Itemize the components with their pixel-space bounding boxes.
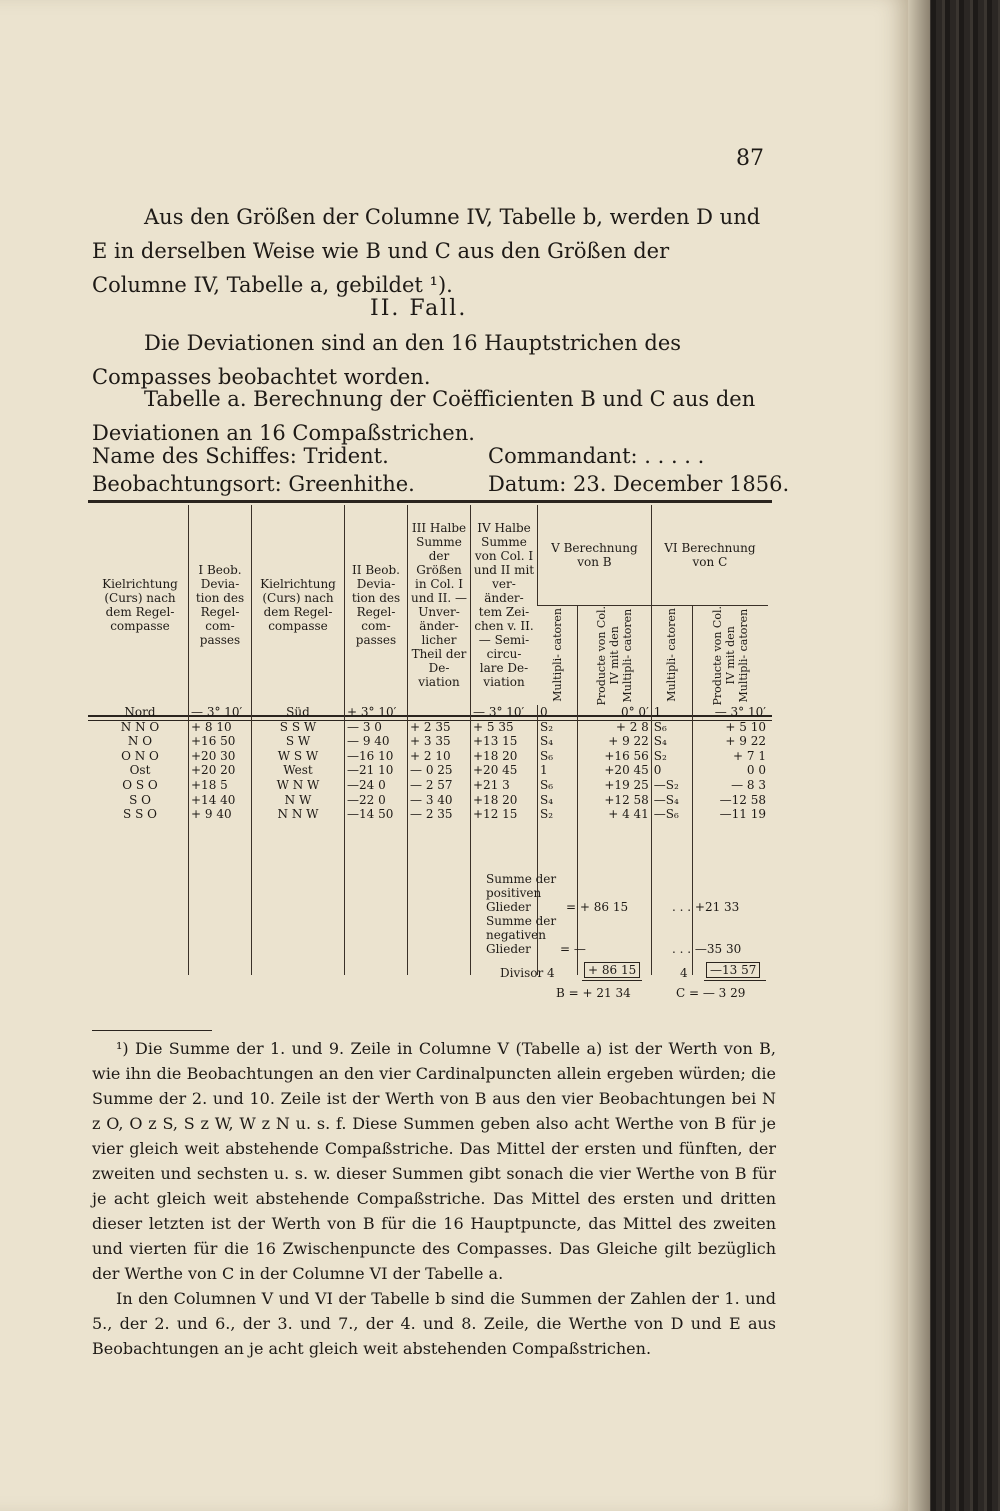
- sum-negative-label: Summe der negativen Glieder: [486, 914, 557, 956]
- sum-negative-b: = —: [560, 942, 586, 956]
- multipliers-b: 0 S₂ S₄ S₆ 1 S₆ S₄ S₂: [538, 705, 578, 975]
- multipliers-c: 1 S₆ S₄ S₂ 0 —S₂ —S₄ —S₆: [651, 705, 692, 975]
- result-b-rule: [582, 980, 642, 981]
- footnote-text: ¹) Die Summe der 1. und 9. Zeile in Columne V (Tabelle a) ist der Werth von B, wie ihn die Beobachtungen an den vier Cardinalpuncten allein ergeben würden; die Summe der 2. und 10. Zeile ist der Werth von B aus den vier Beobachtungen bei N z O, O z S, S z W, W z N u. s. f. Diese Summen geben also acht Werthe von B für je vier gleich weit abstehende Compaßstriche. Das Mittel der ersten und fünften, der zweiten und sechsten u. s. w. dieser Summen gibt sonach die vier Werthe von B für je acht gleich weit abstehende Compaßstriche. Das Mittel des ersten und dritten dieser letzten ist der Werth von B für die 16 Hauptpuncte, das Mittel des zweiten und vierten für die 16 Zwischenpuncte des Compasses. Das Gleiche gilt bezüglich der Werthe von C in der Columne VI der Tabelle a.: [92, 1039, 776, 1283]
- sum-positive-b: = + 86 15: [566, 900, 629, 914]
- page-number: 87: [736, 146, 764, 171]
- ship-name: Name des Schiffes: Trident.: [92, 444, 389, 468]
- commander: Commandant: . . . . .: [488, 444, 705, 468]
- deviation-col-1: — 3° 10′ + 8 10 +16 50 +20 30 +20 20 +18 5 +14 40 + 9 40: [189, 705, 252, 975]
- subheader-mult-c: Multipli- catoren: [651, 605, 692, 705]
- page-edge-strip: [908, 0, 930, 1511]
- courses-1: Nord N N O N O O N O Ost O S O S O S S O: [120, 705, 160, 822]
- products-b: 0° 0′ + 2 8 + 9 22 +16 56 +20 45 +19 25 +12 58 + 4 41: [577, 705, 651, 975]
- subheader-prod-c: Producte von Col. IV mit den Multipli- catoren: [693, 605, 768, 705]
- table-top-rule: [88, 500, 772, 503]
- deviation-table: [92, 505, 768, 975]
- products-c: — 3° 10′ + 5 10 + 9 22 + 7 1 0 0 — 8 3 —12 58 —11 19: [693, 705, 768, 975]
- deviation-col-4: — 3° 10′ + 5 35 +13 15 +18 20 +20 45 +21 3 +18 20 +12 15: [471, 705, 538, 975]
- result-b: B = + 21 34: [556, 986, 631, 1000]
- table-header-row: [92, 505, 768, 605]
- divisor-c: —13 57: [706, 962, 760, 978]
- footnote-rule: [92, 1030, 212, 1031]
- deviation-col-2: + 3° 10′ — 3 0 — 9 40 —16 10 —21 10 —24 0 —22 0 —14 50: [345, 705, 408, 975]
- header-col-5: V Berechnung von B: [538, 505, 652, 605]
- result-c: C = — 3 29: [676, 986, 746, 1000]
- header-col-4: IV Halbe Summe von Col. I und II mit ver- änder- tem Zei- chen v. II. — Semi- circu- lare De- viation: [471, 505, 538, 705]
- header-col-6: VI Berechnung von C: [651, 505, 768, 605]
- divisor-c-number: 4: [680, 966, 688, 980]
- header-course-2: Kielrichtung (Curs) nach dem Regel- compasse: [252, 505, 345, 705]
- sum-positive-label: Summe der positiven Glieder: [486, 872, 557, 914]
- paragraph-table-a: Tabelle a. Berechnung der Coëfficienten B und C aus den Deviationen an 16 Compaßstrichen.: [92, 387, 756, 445]
- header-course-1: Kielrichtung (Curs) nach dem Regel- compasse: [102, 577, 178, 633]
- footnote: [92, 1036, 776, 1361]
- sum-negative-c: . . . —35 30: [672, 942, 742, 956]
- result-c-rule: [704, 980, 766, 981]
- deviation-col-3: + 2 35 + 3 35 + 2 10 — 0 25 — 2 57 — 3 40 — 2 35: [408, 705, 471, 975]
- subheader-mult-b: Multipli- catoren: [538, 605, 578, 705]
- paragraph-deviations: Die Deviationen sind an den 16 Hauptstrichen des Compasses beobachtet worden.: [92, 331, 682, 389]
- intro-paragraph: Aus den Größen der Columne IV, Tabelle b, werden D und E in derselben Weise wie B und C aus den Größen der Columne IV, Tabelle a, gebildet ¹).: [92, 205, 761, 297]
- divisor-label: Divisor 4: [500, 966, 555, 980]
- subheader-prod-b: Producte von Col. IV mit den Multipli- catoren: [577, 605, 651, 705]
- observation-date: Datum: 23. December 1856.: [488, 472, 790, 496]
- sum-positive-c: . . . +21 33: [672, 900, 740, 914]
- courses-2: Süd S S W S W W S W West W N W N W N N W: [252, 705, 345, 975]
- header-col-2: II Beob. Devia- tion des Regel- com- passes: [345, 505, 408, 705]
- section-heading: II. Fall.: [370, 296, 468, 321]
- header-col-3: III Halbe Summe der Größen in Col. I und II. — Unver- änder- licher Theil der De- viation: [408, 505, 471, 705]
- footnote-text-2: In den Columnen V und VI der Tabelle b sind die Summen der Zahlen der 1. und 5., der 2. und 6., der 3. und 7., der 4. und 8. Zeile, die Werthe von D und E aus Beobachtungen an je acht gleich weit abstehenden Compaßstrichen.: [92, 1289, 776, 1358]
- header-col-1: I Beob. Devia- tion des Regel- com- passes: [189, 505, 252, 705]
- observation-place: Beobachtungsort: Greenhithe.: [92, 472, 415, 496]
- table-row: [92, 705, 768, 975]
- divisor-b: + 86 15: [584, 962, 640, 978]
